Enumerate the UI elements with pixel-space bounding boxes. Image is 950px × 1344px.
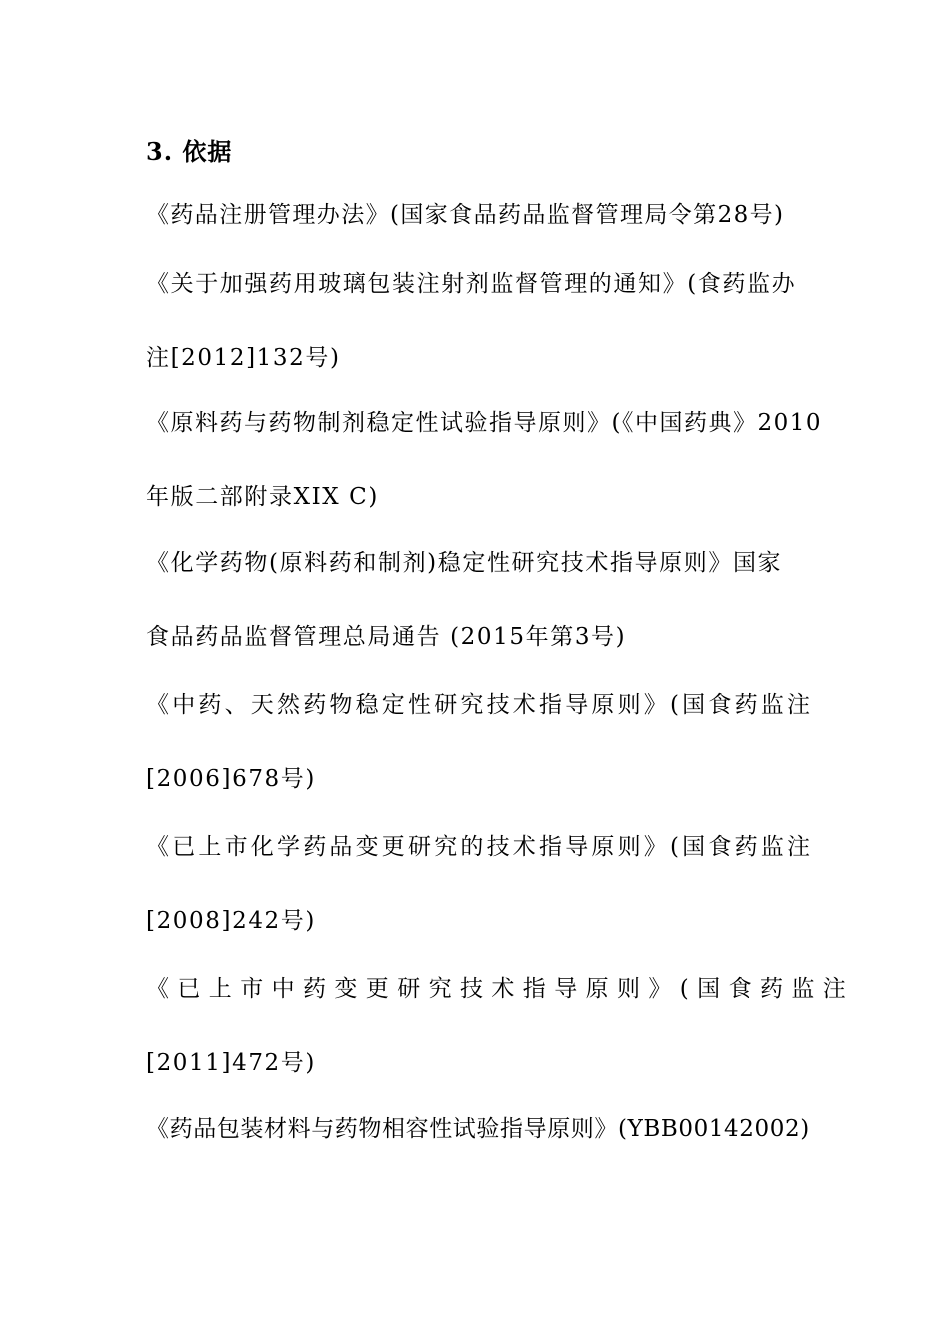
reference-line: 《药品包装材料与药物相容性试验指导原则》(YBB00142002) [146,1116,810,1142]
reference-line: 《已上市化学药品变更研究的技术指导原则》(国食药监注 [146,834,814,860]
reference-line: [2006]678号) [146,766,316,792]
reference-line: 《已上市中药变更研究技术指导原则》(国食药监注 [146,976,855,1002]
reference-line: 《药品注册管理办法》(国家食品药品监督管理局令第28号) [146,202,785,228]
reference-line: 注[2012]132号) [146,345,341,371]
reference-line: [2008]242号) [146,908,316,934]
reference-line: 年版二部附录XIX C) [146,484,379,510]
reference-line: [2011]472号) [146,1050,316,1076]
reference-line: 《原料药与药物制剂稳定性试验指导原则》(《中国药典》2010 [146,410,823,436]
reference-line: 食品药品监督管理总局通告 (2015年第3号) [146,624,627,650]
reference-line: 《中药、天然药物稳定性研究技术指导原则》(国食药监注 [146,692,814,718]
reference-line: 《关于加强药用玻璃包装注射剂监督管理的通知》(食药监办 [146,271,797,297]
reference-line: 《化学药物(原料药和制剂)稳定性研究技术指导原则》国家 [146,550,783,576]
section-heading: 3. 依据 [146,137,233,166]
